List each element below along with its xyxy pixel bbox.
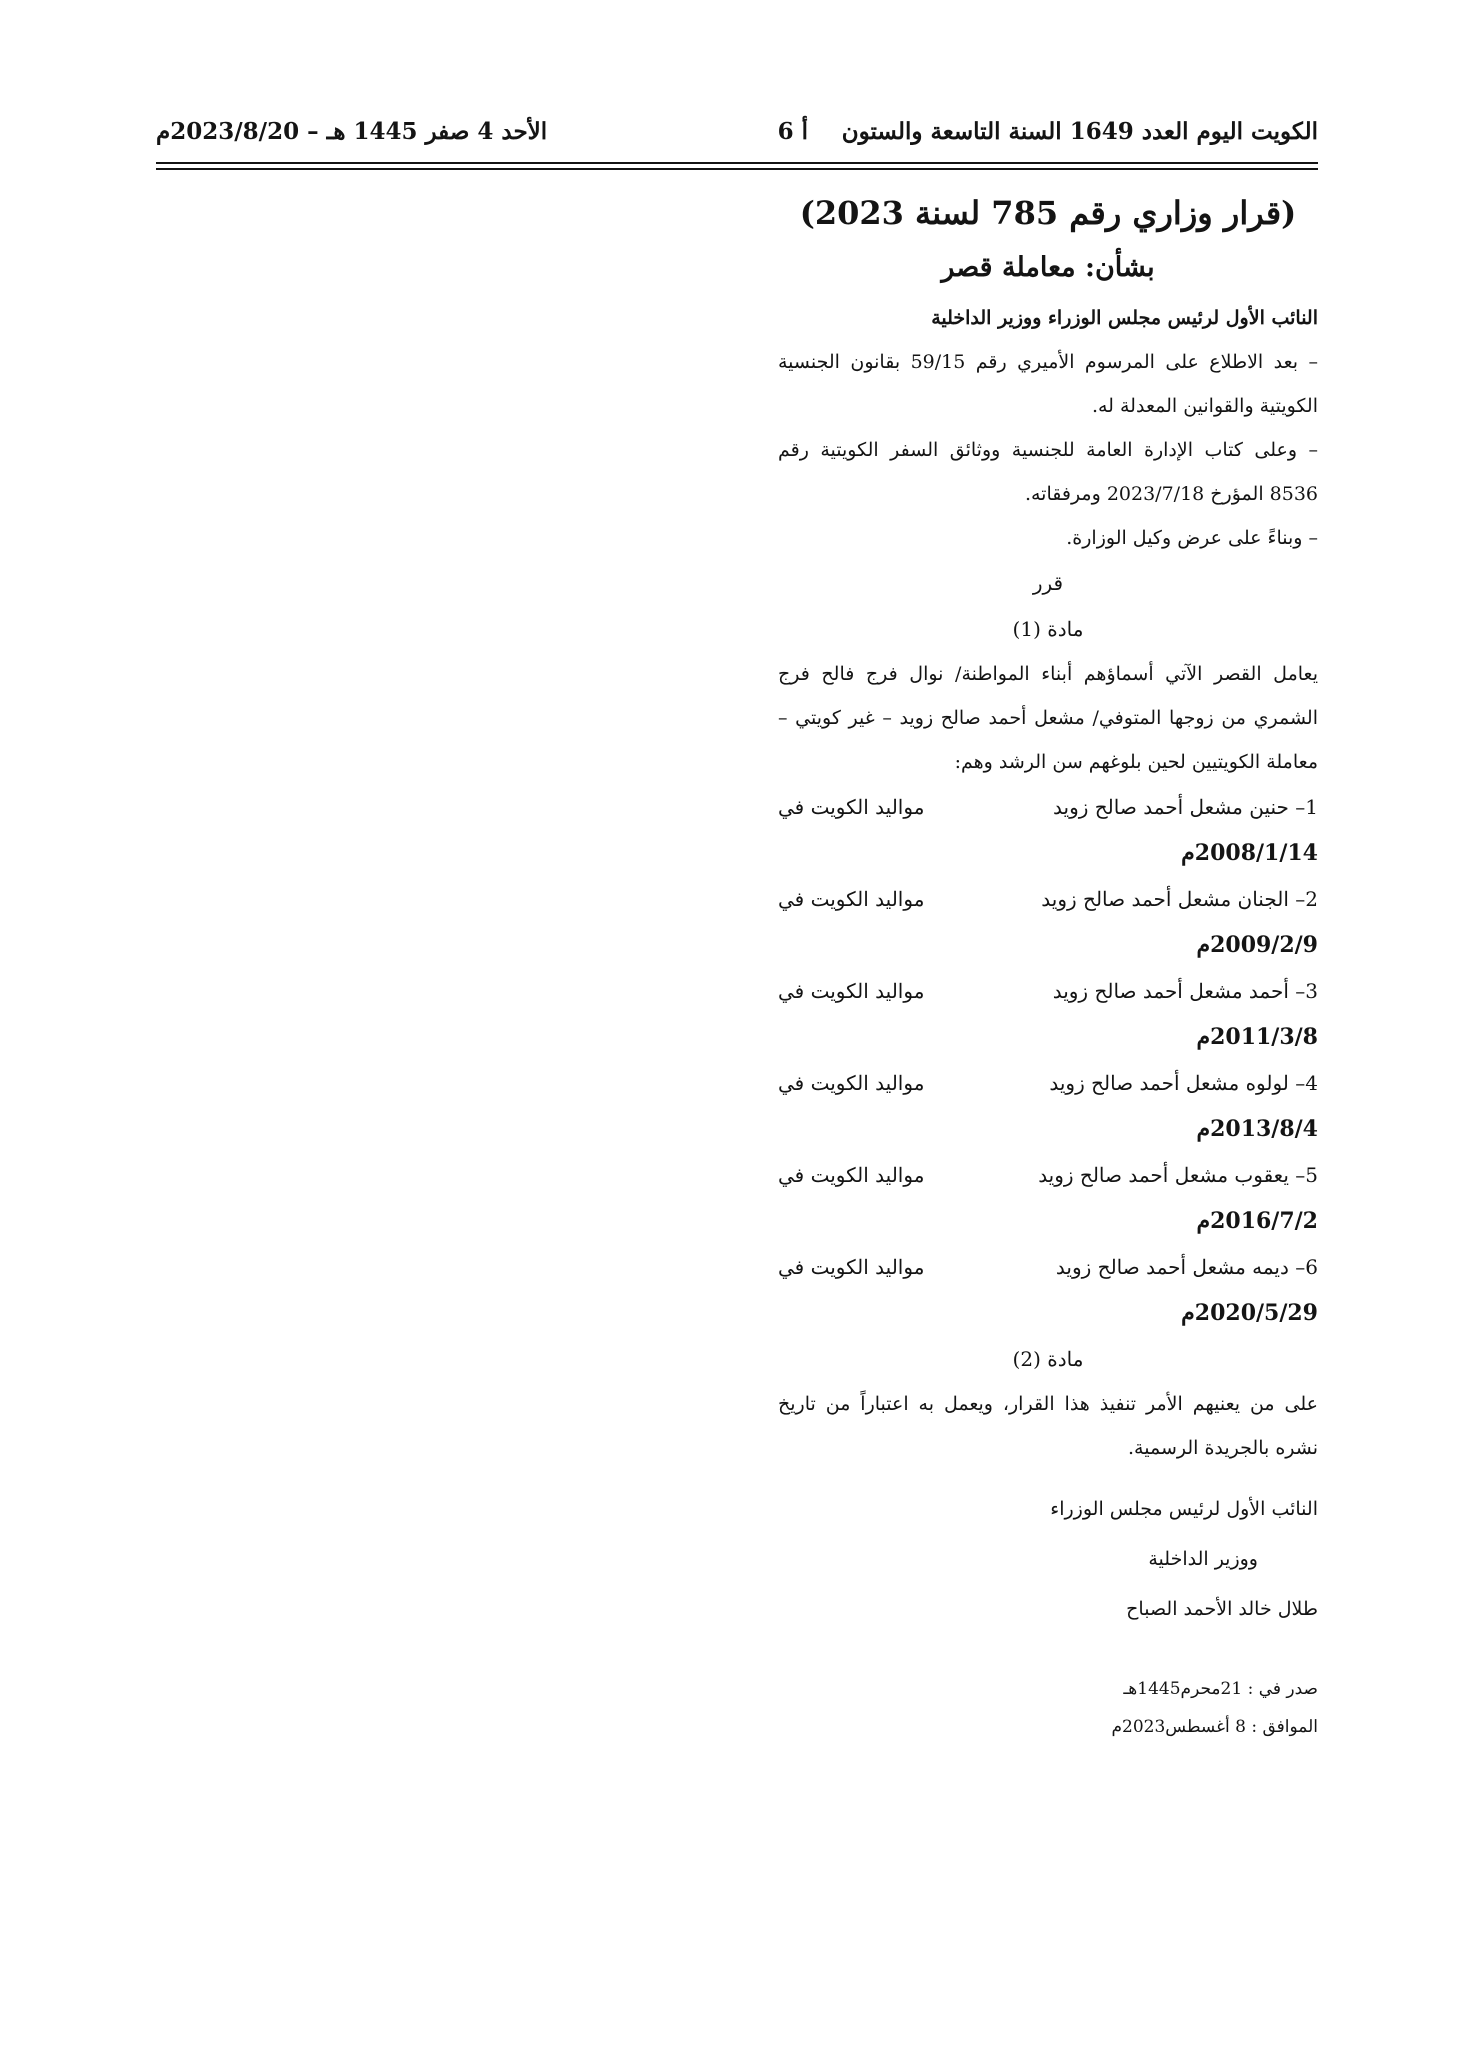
signatory-name: طلال خالد الأحمد الصباح [1126,1598,1318,1620]
children-list [778,784,1318,1336]
child-birth-date: 2008/1/14م [1181,840,1318,866]
list-item [778,968,1318,1060]
article-1-heading: مادة (1) [1012,617,1084,641]
child-birthplace: مواليد الكويت في [778,1255,925,1279]
child-birth-date: 2011/3/8م [1196,1024,1318,1050]
decision-subject: بشأن: معاملة قصر [941,252,1155,283]
issuer-line: النائب الأول لرئيس مجلس الوزراء ووزير الداخلية [931,307,1318,329]
publication-info: الكويت اليوم العدد 1649 السنة التاسعة والستون [841,118,1318,145]
list-item [778,876,1318,968]
page-header [156,118,1318,154]
child-name: 5– يعقوب مشعل أحمد صالح زويد [1038,1163,1318,1187]
header-divider-thin [156,168,1318,170]
decision-column [778,180,1318,1746]
list-item [778,784,1318,876]
child-name: 2– الجنان مشعل أحمد صالح زويد [1041,887,1318,911]
preamble-item: – وبناءً على عرض وكيل الوزارة. [1066,527,1318,549]
issued-gregorian: الموافق : 8 أغسطس2023م [1111,1717,1318,1737]
decided-heading: قرر [1032,571,1064,595]
issue-date: الأحد 4 صفر 1445 هـ – 2023/8/20م [156,118,548,145]
list-item [778,1152,1318,1244]
child-birthplace: مواليد الكويت في [778,1163,925,1187]
issued-hijri: صدر في : 21محرم1445هـ [1123,1679,1318,1699]
preamble-item: – بعد الاطلاع على المرسوم الأميري رقم 59/15 بقانون الجنسية الكويتية والقوانين المعدلة له. [778,351,1318,417]
child-name: 3– أحمد مشعل أحمد صالح زويد [1052,979,1318,1003]
child-name: 1– حنين مشعل أحمد صالح زويد [1053,795,1318,819]
child-birth-date: 2013/8/4م [1196,1116,1318,1142]
child-birthplace: مواليد الكويت في [778,887,925,911]
child-name: 4– لولوه مشعل أحمد صالح زويد [1049,1071,1318,1095]
child-birthplace: مواليد الكويت في [778,1071,925,1095]
header-divider-thick [156,162,1318,164]
child-birth-date: 2016/7/2م [1196,1208,1318,1234]
issue-dates [778,1670,1318,1746]
article-1-text: يعامل القصر الآتي أسماؤهم أبناء المواطنة/ نوال فرج فالح فرج الشمري من زوجها المتوفي/ مشعل أحمد صالح زويد – غير كويتي – معاملة الكويتيين لحين بلوغهم سن الرشد وهم: [778,663,1318,773]
list-item [778,1244,1318,1336]
signature-block [778,1484,1318,1634]
child-name: 6– ديمه مشعل أحمد صالح زويد [1055,1255,1318,1279]
child-birthplace: مواليد الكويت في [778,795,925,819]
list-item [778,1060,1318,1152]
preamble-item: – وعلى كتاب الإدارة العامة للجنسية ووثائق السفر الكويتية رقم 8536 المؤرخ 2023/7/18 ومرفقاته. [778,439,1318,505]
child-birthplace: مواليد الكويت في [778,979,925,1003]
signatory-title: النائب الأول لرئيس مجلس الوزراء [1050,1498,1318,1520]
child-birth-date: 2020/5/29م [1181,1300,1318,1326]
page-number: أ 6 [777,118,808,145]
signatory-ministry: ووزير الداخلية [1148,1548,1258,1570]
child-birth-date: 2009/2/9م [1196,932,1318,958]
decision-title: (قرار وزاري رقم 785 لسنة 2023) [799,194,1297,232]
article-2-heading: مادة (2) [1012,1347,1084,1371]
article-2-text: على من يعنيهم الأمر تنفيذ هذا القرار، ويعمل به اعتباراً من تاريخ نشره بالجريدة الرسمية. [778,1393,1318,1459]
